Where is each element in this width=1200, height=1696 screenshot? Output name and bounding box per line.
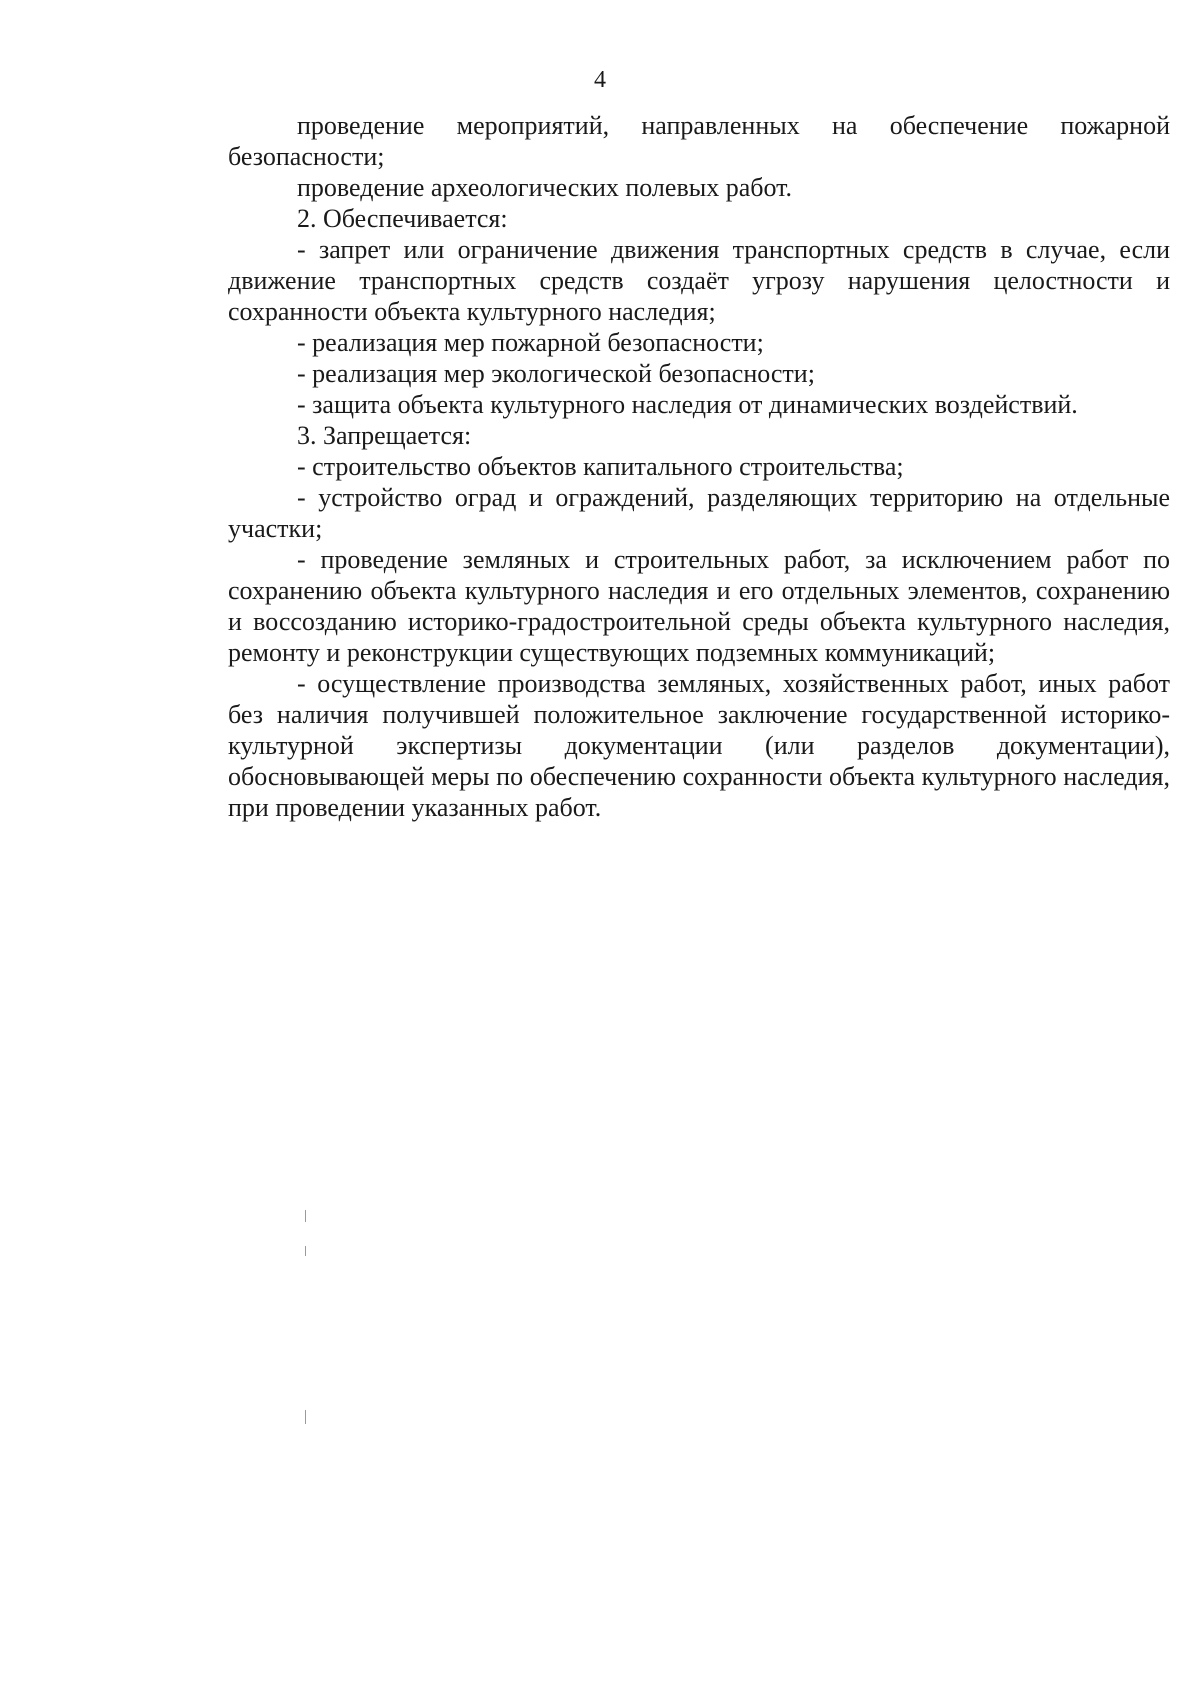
scan-artifact: [305, 1246, 306, 1256]
section-3-heading: 3. Запрещается:: [297, 421, 472, 450]
paragraph-capital-construction: - строительство объектов капитального строительства;: [297, 452, 904, 481]
paragraph-earthworks: - проведение земляных и строительных работ, за исключением работ по сохранению объекта культурного наследия и его отдельных элементов, сохранению и воссозданию историко-градостроительной среды объекта культурного наследия, ремонту и реконструкции существующих подземных коммуникаций;: [228, 545, 1170, 667]
paragraph-works-without-expertise: - осуществление производства земляных, хозяйственных работ, иных работ без наличия получившей положительное заключение государственной историко-культурной экспертизы документации (или разделов документации), обосновывающей меры по обеспечению сохранности объекта культурного наследия, при проведении указанных работ.: [228, 669, 1170, 822]
section-2-heading: 2. Обеспечивается:: [297, 204, 508, 233]
paragraph-ecological-safety: - реализация мер экологической безопасности;: [297, 359, 815, 388]
document-body: [228, 110, 1170, 823]
page-number: 4: [594, 67, 606, 93]
paragraph-archaeological-works: проведение археологических полевых работ.: [297, 173, 793, 202]
paragraph-fences: - устройство оград и ограждений, разделяющих территорию на отдельные участки;: [228, 483, 1170, 543]
paragraph-fire-safety: - реализация мер пожарной безопасности;: [297, 328, 764, 357]
paragraph-fire-safety-measures: проведение мероприятий, направленных на обеспечение пожарной безопасности;: [228, 111, 1170, 171]
scan-artifact: [305, 1210, 306, 1222]
paragraph-traffic-restriction: - запрет или ограничение движения транспортных средств в случае, если движение транспортных средств создаёт угрозу нарушения целостности и сохранности объекта культурного наследия;: [228, 235, 1170, 326]
scan-artifact: [305, 1410, 306, 1424]
paragraph-dynamic-protection: - защита объекта культурного наследия от динамических воздействий.: [297, 390, 1078, 419]
